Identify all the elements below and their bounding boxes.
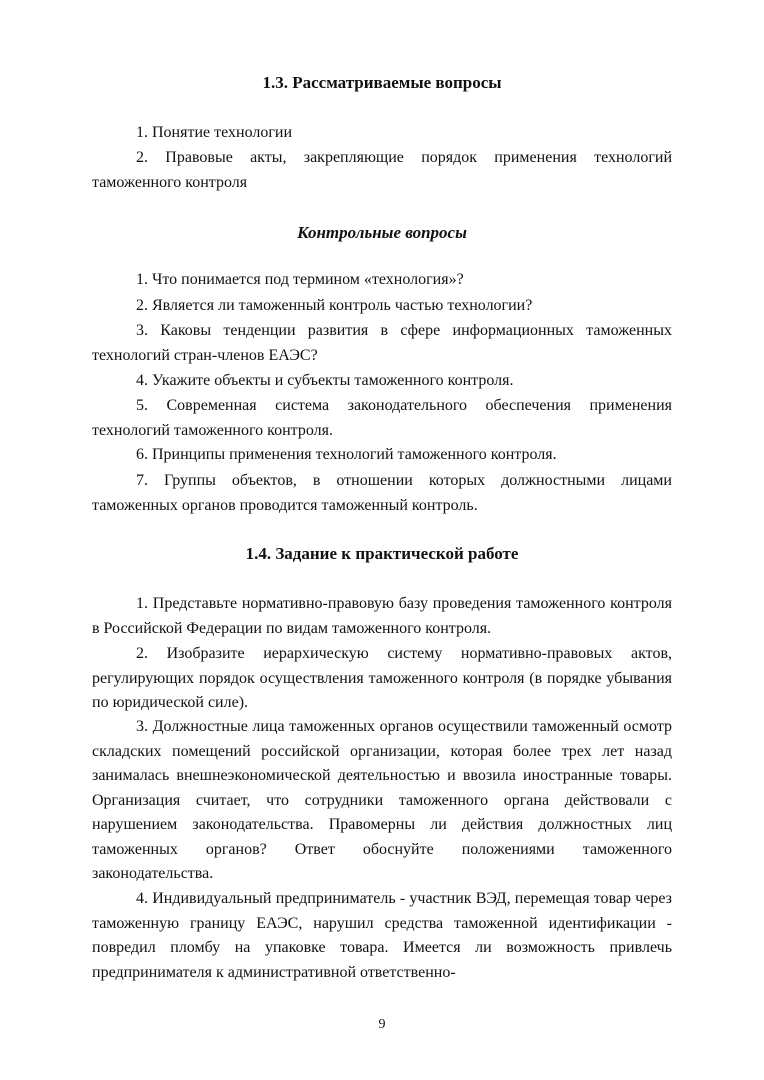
section-1-3-item: 2. Правовые акты, закрепляющие порядок применения технологий таможенного контроля [92, 149, 672, 191]
control-question-item: 7. Группы объектов, в отношении которых должностными лицами таможенных органов проводится таможенный контроль. [92, 472, 672, 514]
control-question-item: 5. Современная система законодательного обеспечения применения технологий таможенного контроля. [92, 397, 672, 439]
practical-task-item: 4. Индивидуальный предприниматель - участник ВЭД, перемещая товар через таможенную границу ЕАЭС, нарушил средства таможенной идентификации - повредил пломбу на упаковке товара. Имеется ли возможность привлечь предпринимателя к административной ответственно- [92, 890, 672, 981]
control-question-item: 4. Укажите объекты и субъекты таможенного контроля. [136, 372, 514, 389]
practical-task-item: 3. Должностные лица таможенных органов осуществили таможенный осмотр складских помещений российской организации, которая более трех лет назад занималась внешнеэкономической деятельностью и ввозила иностранные товары. Организация считает, что сотрудники таможенного органа действовали с нарушением законодательства. Правомерны ли действия должностных лиц таможенных органов? Ответ обоснуйте положениями таможенного законодательства. [92, 718, 672, 882]
section-heading-1-3: 1.3. Рассматриваемые вопросы [262, 73, 502, 92]
control-question-item: 1. Что понимается под термином «технология»? [136, 271, 464, 288]
section-1-3-item: 1. Понятие технологии [136, 124, 293, 141]
practical-task-item: 2. Изобразите иерархическую систему нормативно-правовых актов, регулирующих порядок осуществления таможенного контроля (в порядке убывания по юридической силе). [92, 645, 672, 711]
control-questions-heading: Контрольные вопросы [297, 223, 467, 242]
control-question-item: 2. Является ли таможенный контроль частью технологии? [136, 297, 533, 314]
control-question-item: 3. Каковы тенденции развития в сфере информационных таможенных технологий стран-членов ЕАЭС? [92, 322, 672, 364]
control-question-item: 6. Принципы применения технологий таможенного контроля. [136, 446, 557, 463]
section-heading-1-4: 1.4. Задание к практической работе [245, 544, 519, 563]
practical-task-item: 1. Представьте нормативно-правовую базу проведения таможенного контроля в Российской Федерации по видам таможенного контроля. [92, 595, 672, 637]
page-number: 9 [378, 1017, 386, 1032]
